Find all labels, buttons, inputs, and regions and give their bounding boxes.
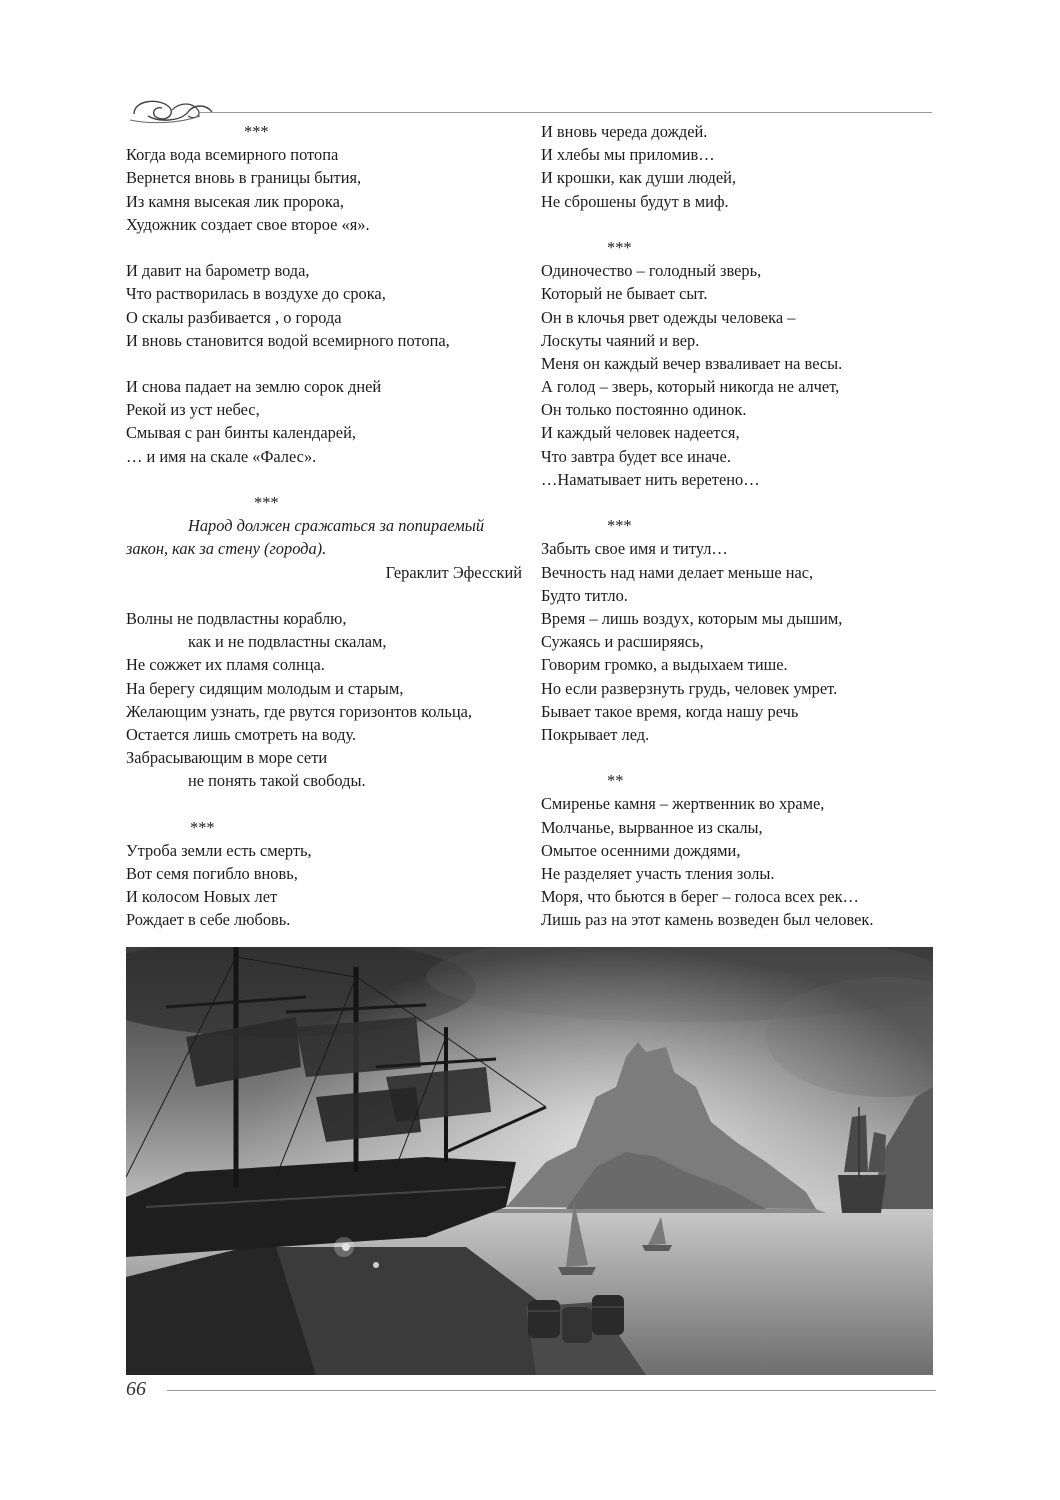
poem-line: Не сожжет их пламя солнца. bbox=[126, 655, 325, 675]
harbor-ship-illustration bbox=[126, 947, 933, 1375]
poem-line: Покрывает лед. bbox=[541, 724, 650, 744]
poem-separator: *** bbox=[607, 516, 632, 536]
poem-line: И снова падает на землю сорок дней bbox=[126, 377, 382, 397]
poem-line: Остается лишь смотреть на воду. bbox=[126, 724, 357, 744]
poem-line: Рождает в себе любовь. bbox=[126, 910, 291, 930]
poem-line: И каждый человек надеется, bbox=[541, 423, 740, 443]
poem-line: И крошки, как души людей, bbox=[541, 168, 736, 188]
header-rule bbox=[200, 112, 932, 113]
poem-line: Лоскуты чаяний и вер. bbox=[541, 330, 700, 350]
poem-line: Волны не подвластны кораблю, bbox=[126, 608, 347, 628]
poem-line: Лишь раз на этот камень возведен был человек. bbox=[541, 910, 874, 930]
poem-line: Рекой из уст небес, bbox=[126, 400, 260, 420]
poem-separator: ** bbox=[607, 771, 624, 791]
poem-line: На берегу сидящим молодым и старым, bbox=[126, 678, 404, 698]
poem-line: …Наматывает нить веретено… bbox=[541, 469, 760, 489]
poem-line: Сужаясь и расширяясь, bbox=[541, 632, 704, 652]
poem-line: Он только постоянно одинок. bbox=[541, 400, 747, 420]
poem-line: Утроба земли есть смерть, bbox=[126, 840, 312, 860]
poem-line: Не сброшены будут в миф. bbox=[541, 191, 729, 211]
poem-line: Который не бывает сыт. bbox=[541, 284, 708, 304]
poem-line: … и имя на скале «Фалес». bbox=[126, 446, 317, 466]
poem-line: Из камня высекая лик пророка, bbox=[126, 191, 344, 211]
epigraph-author: Гераклит Эфесский bbox=[385, 562, 522, 582]
poem-line: И хлебы мы приломив… bbox=[541, 145, 715, 165]
poem-line: И вновь череда дождей. bbox=[541, 122, 708, 141]
poem-line: Забрасывающим в море сети bbox=[126, 748, 328, 768]
poem-line: Одиночество – голодный зверь, bbox=[541, 261, 762, 281]
poem-line: Бывает такое время, когда нашу речь bbox=[541, 701, 799, 721]
poem-line: Смиренье камня – жертвенник во храме, bbox=[541, 794, 825, 814]
poem-line: Омытое осенними дождями, bbox=[541, 840, 741, 860]
poem-line: Вот семя погибло вновь, bbox=[126, 864, 298, 884]
poem-line: Вернется вновь в границы бытия, bbox=[126, 168, 362, 188]
footer-rule bbox=[167, 1390, 936, 1391]
poem-line: Забыть свое имя и титул… bbox=[541, 539, 728, 559]
epigraph-line: Народ должен сражаться за попираемый bbox=[188, 516, 485, 536]
poem-line: Моря, что бьются в берег – голоса всех рек… bbox=[541, 887, 859, 907]
poem-line: Что растворилась в воздухе до срока, bbox=[126, 284, 386, 304]
poem-line: Что завтра будет все иначе. bbox=[541, 446, 731, 466]
epigraph bbox=[126, 514, 522, 560]
poem-separator: *** bbox=[254, 493, 279, 512]
poem-line: Вечность над нами делает меньше нас, bbox=[541, 562, 814, 582]
poem-line: А голод – зверь, который никогда не алчет, bbox=[541, 377, 840, 397]
poem-line: Он в клочья рвет одежды человека – bbox=[541, 307, 796, 327]
poem-line: И давит на барометр вода, bbox=[126, 261, 310, 281]
right-column bbox=[541, 120, 933, 932]
poem-line: Художник создает свое второе «я». bbox=[126, 214, 370, 234]
poem-line: Молчанье, вырванное из скалы, bbox=[541, 817, 763, 837]
left-column bbox=[126, 120, 522, 932]
poem-line: И вновь становится водой всемирного потопа, bbox=[126, 330, 450, 350]
poem-line: И колосом Новых лет bbox=[126, 887, 278, 907]
poem-line: Время – лишь воздух, которым мы дышим, bbox=[541, 608, 843, 628]
poem-separator: *** bbox=[244, 122, 269, 141]
poem-line: Говорим громко, а выдыхаем тише. bbox=[541, 655, 788, 675]
poem-line: Не разделяет участь тления золы. bbox=[541, 864, 775, 883]
poem-line: Но если разверзнуть грудь, человек умрет. bbox=[541, 678, 838, 698]
poem-separator: *** bbox=[607, 237, 632, 257]
epigraph-line: закон, как за стену (города). bbox=[126, 539, 327, 559]
poem-separator: *** bbox=[190, 817, 215, 837]
poem-line: О скалы разбивается , о города bbox=[126, 307, 342, 327]
poem-line: Меня он каждый вечер взваливает на весы. bbox=[541, 353, 843, 373]
page-number: 66 bbox=[126, 1378, 146, 1400]
poem-line: Смывая с ран бинты календарей, bbox=[126, 423, 356, 443]
poem-line: Желающим узнать, где рвутся горизонтов кольца, bbox=[126, 701, 472, 721]
poem-line: как и не подвластны скалам, bbox=[188, 632, 387, 652]
poem-line: Когда вода всемирного потопа bbox=[126, 145, 339, 165]
poem-line: Будто титло. bbox=[541, 585, 628, 605]
poem-line: не понять такой свободы. bbox=[188, 771, 366, 791]
